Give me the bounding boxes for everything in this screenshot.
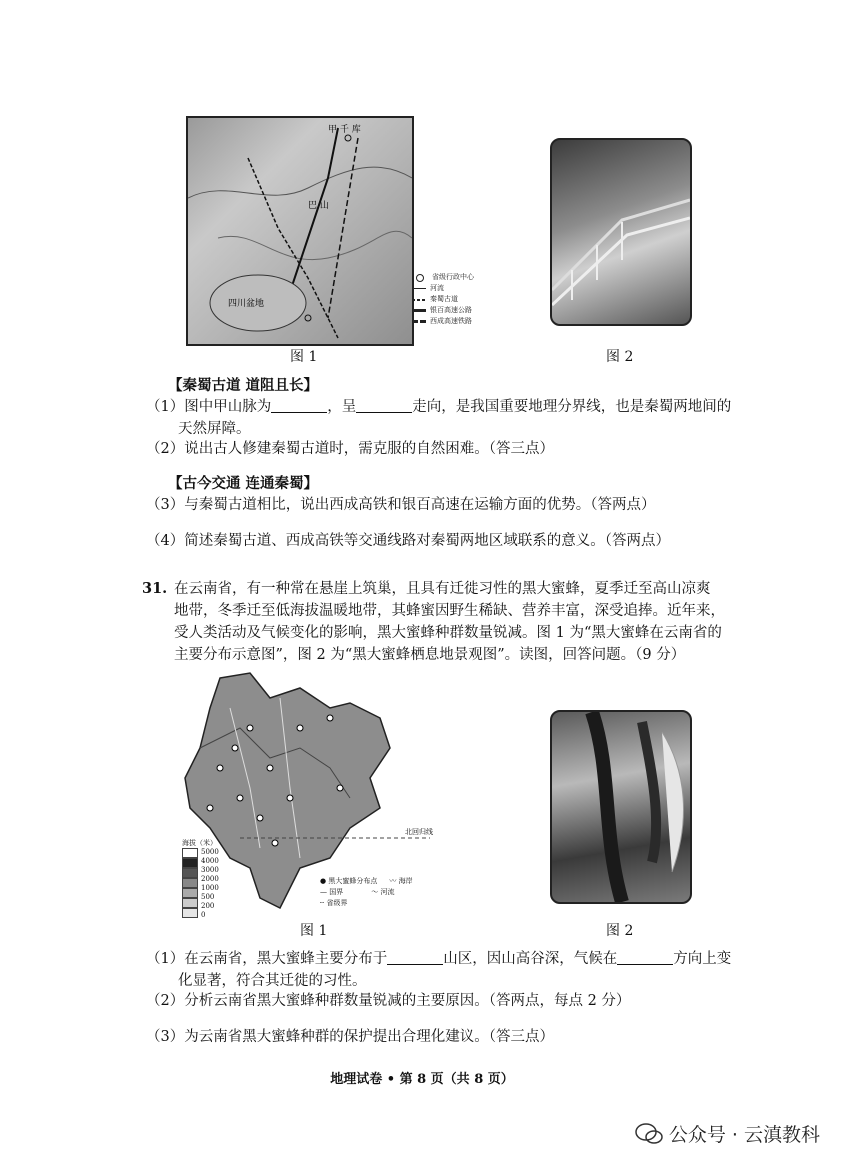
page-footer: 地理试卷 • 第 8 页（共 8 页） [330, 1072, 514, 1087]
wechat-icon [635, 1123, 663, 1145]
q30-question-2: （2）说出古人修建秦蜀古道时，需克服的自然困难。（答三点） [146, 441, 554, 457]
bee-habitat-photo [550, 710, 692, 904]
yunnan-map-legend [320, 876, 470, 909]
watermark [635, 1120, 820, 1147]
q30-question-1: （1）图中甲山脉为 ，呈 走向，是我国重要地理分界线，也是秦蜀两地间的 天然屏障。 [146, 399, 732, 437]
answer-blank[interactable] [617, 950, 673, 965]
qinshu-map [186, 116, 414, 346]
elevation-title: 海拔（米） [182, 839, 217, 847]
legend-item: 省级行政中心 [412, 272, 522, 283]
answer-blank[interactable] [387, 950, 443, 965]
q31-fig1-caption: 图 1 [300, 923, 328, 939]
cliff-hive-drawing [552, 712, 690, 902]
map1-legend [412, 272, 522, 327]
q31-question-3: （3）为云南省黑大蜜蜂种群的保护提出合理化建议。（答三点） [146, 1029, 554, 1045]
answer-blank[interactable] [356, 398, 412, 413]
legend-item: ● 黑大蜜蜂分布点 [320, 877, 378, 885]
legend-item: 秦蜀古道 [412, 294, 522, 305]
ancient-road-photo [550, 138, 692, 326]
legend-item: 河流 [412, 283, 522, 294]
legend-item: 银百高速公路 [412, 305, 522, 316]
q31-stem: 在云南省，有一种常在悬崖上筑巢，且具有迁徙习性的黑大蜜蜂，夏季迁至高山凉爽 地带，冬季迁至低海拔温暖地带，其蜂蜜因野生稀缺、营养丰富，深受追捧。近年来， 受人类活动及气候变化的影响，黑大蜜蜂种群数量锐减。图 1 为“黑大蜜蜂在云南省的 主要分布示意图”，图 2 为“黑大蜜蜂栖息地景观图”。读图，回答问题。（9 分） [174, 581, 725, 663]
legend-item: — 国界 [320, 888, 344, 896]
watermark-text: 公众号 · 云滇教科 [668, 1124, 820, 1146]
legend-item: 西成高速铁路 [412, 316, 522, 327]
legend-item: ┄ 省级界 [320, 899, 348, 907]
q31-question-2: （2）分析云南省黑大蜜蜂种群数量锐减的主要原因。（答两点，每点 2 分） [146, 993, 631, 1009]
plank-road-drawing [552, 140, 690, 324]
map-label-top: 甲 千 库 [328, 125, 361, 135]
q30-question-4: （4）简述秦蜀古道、西成高铁等交通线路对秦蜀两地区域联系的意义。（答两点） [146, 533, 670, 549]
q31-question-1: （1）在云南省，黑大蜜蜂主要分布于 山区，因山高谷深，气候在 方向上变 化显著，符合其迁徙的习性。 [146, 951, 732, 989]
tropic-label: 北回归线 [405, 828, 433, 836]
section-heading-1: 【秦蜀古道 道阻且长】 [168, 377, 319, 394]
q31-fig2-caption: 图 2 [606, 923, 634, 939]
q30-fig2-caption: 图 2 [606, 349, 634, 365]
map-label-mid: 巴 山 [308, 201, 329, 211]
answer-blank[interactable] [271, 398, 327, 413]
qinshu-map-drawing [188, 118, 412, 344]
legend-item: 〰 海岸 [389, 877, 413, 885]
q30-question-3: （3）与秦蜀古道相比，说出西成高铁和银百高速在运输方面的优势。（答两点） [146, 497, 656, 513]
legend-item: ～ 河流 [371, 888, 395, 896]
elevation-legend: 海拔（米） 5000 4000 3000 2000 1000 500 200 0 [182, 838, 242, 920]
q30-fig1-caption: 图 1 [290, 349, 318, 365]
section-heading-2: 【古今交通 连通秦蜀】 [168, 475, 319, 492]
q31-number: 31. [142, 580, 168, 597]
map-label-basin: 四川盆地 [228, 299, 265, 309]
